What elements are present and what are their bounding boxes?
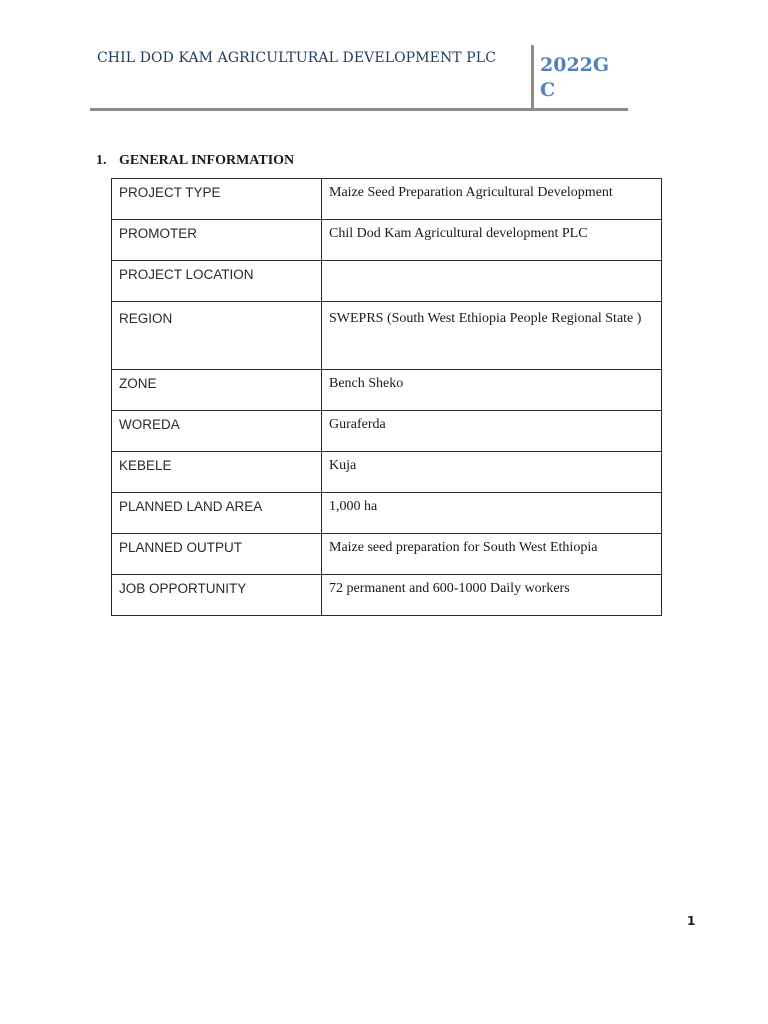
row-label: PROJECT TYPE xyxy=(112,179,322,220)
row-value: Maize seed preparation for South West Ethiopia xyxy=(322,534,662,575)
section-heading xyxy=(96,153,294,169)
row-value: SWEPRS (South West Ethiopia People Regional State ) xyxy=(322,302,662,370)
row-label: WOREDA xyxy=(112,411,322,452)
row-label: PROJECT LOCATION xyxy=(112,261,322,302)
section-title: GENERAL INFORMATION xyxy=(119,153,295,168)
row-value: Kuja xyxy=(322,452,662,493)
table-row xyxy=(112,261,662,302)
table-row xyxy=(112,302,662,370)
row-value: Bench Sheko xyxy=(322,370,662,411)
section-number: 1. xyxy=(96,153,107,168)
page-number: 1 xyxy=(687,914,696,928)
header-rule xyxy=(90,108,628,111)
row-label: PLANNED OUTPUT xyxy=(112,534,322,575)
header-year: 2022GC xyxy=(540,54,610,101)
general-information-table xyxy=(111,178,662,616)
row-label: PROMOTER xyxy=(112,220,322,261)
row-label: REGION xyxy=(112,302,322,370)
row-value: 72 permanent and 600-1000 Daily workers xyxy=(322,575,662,616)
row-value: Maize Seed Preparation Agricultural Development xyxy=(322,179,662,220)
table-row xyxy=(112,493,662,534)
table-row xyxy=(112,411,662,452)
table-row xyxy=(112,452,662,493)
table-row xyxy=(112,179,662,220)
row-value: 1,000 ha xyxy=(322,493,662,534)
table-row xyxy=(112,575,662,616)
table-row xyxy=(112,534,662,575)
row-value: Chil Dod Kam Agricultural development PLC xyxy=(322,220,662,261)
row-label: KEBELE xyxy=(112,452,322,493)
row-value: Guraferda xyxy=(322,411,662,452)
table-row xyxy=(112,370,662,411)
row-label: JOB OPPORTUNITY xyxy=(112,575,322,616)
row-value xyxy=(322,261,662,302)
row-label: PLANNED LAND AREA xyxy=(112,493,322,534)
header-company-name: CHIL DOD KAM AGRICULTURAL DEVELOPMENT PLC xyxy=(97,50,497,66)
table-row xyxy=(112,220,662,261)
row-label: ZONE xyxy=(112,370,322,411)
header-divider xyxy=(531,45,534,110)
